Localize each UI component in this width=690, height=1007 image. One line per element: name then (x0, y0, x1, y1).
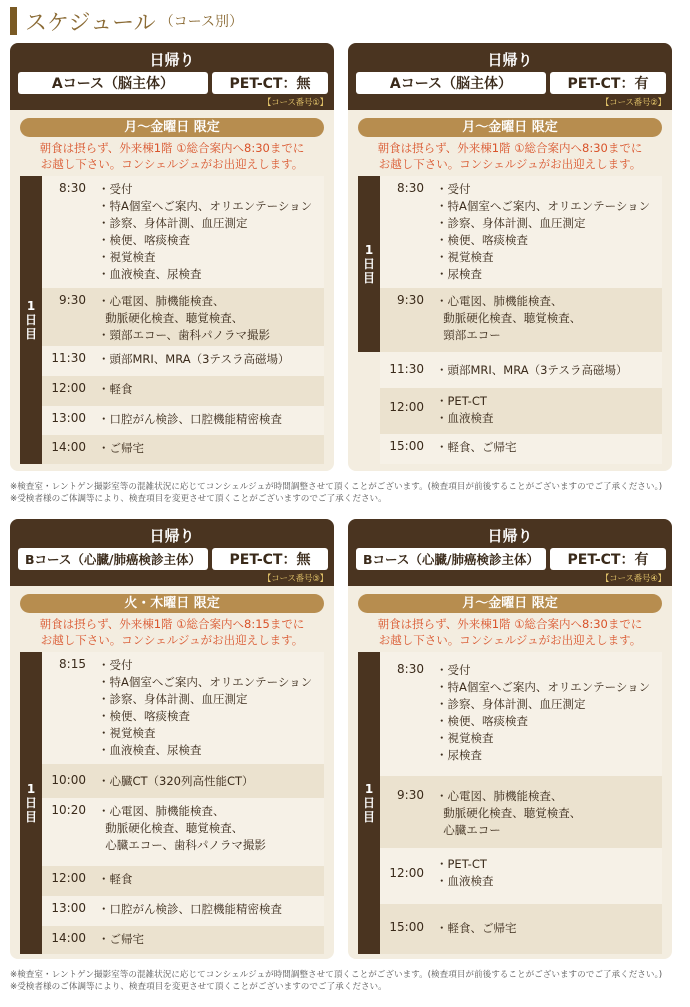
day-label-number: 1 (364, 782, 374, 796)
pet-ct-status: PET-CT：有 (550, 72, 666, 94)
schedule-table (20, 176, 324, 464)
notice (354, 140, 666, 172)
schedule-row (380, 352, 662, 388)
card-label: 日帰り (487, 51, 533, 69)
schedule-row (42, 896, 324, 926)
schedule-row (380, 388, 662, 434)
schedule-row (380, 288, 662, 352)
notice (16, 140, 328, 172)
day-label-char: 日 (362, 796, 375, 810)
day-label-number: 1 (364, 243, 374, 257)
day-label-number: 1 (26, 299, 36, 313)
row-items: ・軽食 (98, 872, 133, 886)
card-header (10, 43, 334, 110)
notice-line-1: 朝食は摂らず、外来棟1階 ①総合案内へ8:30までに (39, 141, 305, 155)
title-sub: （コース別） (159, 14, 243, 30)
row-time: 13:00 (51, 411, 86, 425)
row-time: 10:20 (51, 803, 86, 817)
footnotes-bottom (10, 969, 682, 993)
row-items: ・頭部MRI、MRA（3テスラ高磁場） (436, 363, 628, 377)
row-items: ・軽食、ご帰宅 (436, 440, 517, 454)
notice-line-1: 朝食は摂らず、外来棟1階 ①総合案内へ8:30までに (377, 141, 643, 155)
days-pill: 月～金曜日 限定 (358, 594, 662, 613)
row-items: ・心電図、肺機能検査、 動脈硬化検査、聴覚検査、 ・頸部エコー、歯科パノラマ撮影 (98, 294, 271, 342)
card-label: 日帰り (149, 527, 195, 545)
notice (354, 616, 666, 648)
day-label (20, 176, 42, 464)
course-name: Aコース（脳主体） (18, 72, 208, 94)
row-time: 14:00 (51, 931, 86, 945)
row-items: ・PET-CT ・血液検査 (436, 394, 494, 425)
schedule-table (20, 652, 324, 954)
row-time: 12:00 (51, 871, 86, 885)
schedule-row (380, 176, 662, 288)
row-items: ・受付 ・特A個室へご案内、オリエンテーション ・診察、身体計測、血圧測定 ・検便、喀痰検査 ・視覚検査 ・尿検査 (436, 663, 651, 762)
row-time: 13:00 (51, 901, 86, 915)
row-items: ・頭部MRI、MRA（3テスラ高磁場） (98, 352, 290, 366)
schedule-row (380, 652, 662, 776)
card-header (348, 43, 672, 110)
day-label-char: 目 (362, 810, 375, 824)
row-items: ・心電図、肺機能検査、 動脈硬化検査、聴覚検査、 頸部エコー (436, 294, 582, 342)
course-number: 【コース番号④】 (600, 574, 666, 584)
days-pill: 月～金曜日 限定 (358, 118, 662, 137)
row-items: ・軽食、ご帰宅 (436, 921, 517, 935)
schedule-row (42, 652, 324, 764)
pet-ct-status: PET-CT：有 (550, 548, 666, 570)
title-accent-bar (10, 7, 17, 35)
row-items: ・心電図、肺機能検査、 動脈硬化検査、聴覚検査、 心臓エコー、歯科パノラマ撮影 (98, 804, 266, 852)
schedule-row (42, 406, 324, 435)
row-time: 12:00 (51, 381, 86, 395)
days-pill: 月～金曜日 限定 (20, 118, 324, 137)
notice-line-1: 朝食は摂らず、外来棟1階 ①総合案内へ8:30までに (377, 617, 643, 631)
day-label (358, 176, 380, 352)
day-label-char: 日 (362, 257, 375, 271)
row-time: 8:30 (397, 662, 424, 676)
row-items: ・口腔がん検診、口腔機能精密検査 (98, 412, 282, 426)
schedule-row (42, 798, 324, 866)
row-time: 12:00 (389, 866, 424, 880)
schedule-row (42, 376, 324, 406)
row-time: 15:00 (389, 920, 424, 934)
course-number: 【コース番号③】 (262, 574, 328, 584)
row-time: 9:30 (397, 293, 424, 307)
row-items: ・受付 ・特A個室へご案内、オリエンテーション ・診察、身体計測、血圧測定 ・検便、喀痰検査 ・視覚検査 ・血液検査、尿検査 (98, 658, 313, 757)
row-time: 8:30 (397, 181, 424, 195)
schedule-row (42, 926, 324, 954)
schedule-row (380, 434, 662, 464)
card-header (10, 519, 334, 586)
notice-line-2: お越し下さい。コンシェルジュがお出迎えします。 (40, 633, 304, 647)
row-time: 8:15 (59, 657, 86, 671)
pet-ct-status: PET-CT：無 (212, 72, 328, 94)
notice-line-2: お越し下さい。コンシェルジュがお出迎えします。 (378, 633, 642, 647)
row-items: ・心臓CT（320列高性能CT） (98, 774, 254, 788)
schedule-card-4 (348, 519, 672, 959)
days-pill: 火・木曜日 限定 (20, 594, 324, 613)
footnote-line-1: ※検査室・レントゲン撮影室等の混雑状況に応じてコンシェルジュが時間調整させて頂くことがございます。(検査項目が前後することがございますのでご了承ください。) (10, 482, 663, 492)
notice-line-2: お越し下さい。コンシェルジュがお出迎えします。 (378, 157, 642, 171)
row-items: ・受付 ・特A個室へご案内、オリエンテーション ・診察、身体計測、血圧測定 ・検便、喀痰検査 ・視覚検査 ・尿検査 (436, 182, 651, 281)
notice (16, 616, 328, 648)
schedule-table (358, 176, 662, 464)
row-items: ・PET-CT ・血液検査 (436, 857, 494, 888)
day-label-char: 日 (24, 313, 37, 327)
schedule-table (358, 652, 662, 954)
day-label (20, 652, 42, 954)
schedule-card-2 (348, 43, 672, 471)
footnote-line-2: ※受検者様のご体調等により、検査項目を変更させて頂くことがございますのでご了承ください。 (10, 982, 387, 992)
card-label: 日帰り (149, 51, 195, 69)
row-time: 11:30 (389, 362, 424, 376)
course-name: Bコース（心臓/肺癌検診主体） (356, 548, 546, 570)
footnote-line-1: ※検査室・レントゲン撮影室等の混雑状況に応じてコンシェルジュが時間調整させて頂くことがございます。(検査項目が前後することがございますのでご了承ください。) (10, 970, 663, 980)
day-label-number: 1 (26, 782, 36, 796)
row-items: ・ご帰宅 (98, 932, 144, 946)
row-time: 9:30 (397, 788, 424, 802)
title-main: スケジュール (25, 10, 156, 36)
course-name: Bコース（心臓/肺癌検診主体） (18, 548, 208, 570)
notice-line-2: お越し下さい。コンシェルジュがお出迎えします。 (40, 157, 304, 171)
page-title (10, 6, 680, 36)
row-time: 14:00 (51, 440, 86, 454)
schedule-row (380, 776, 662, 848)
row-items: ・軽食 (98, 382, 133, 396)
schedule-row (42, 764, 324, 798)
course-number: 【コース番号①】 (262, 98, 328, 108)
schedule-card-1 (10, 43, 334, 471)
schedule-row (42, 346, 324, 376)
row-time: 8:30 (59, 181, 86, 195)
row-items: ・口腔がん検診、口腔機能精密検査 (98, 902, 282, 916)
row-items: ・心電図、肺機能検査、 動脈硬化検査、聴覚検査、 心臓エコー (436, 789, 582, 837)
day-label-char: 日 (24, 796, 37, 810)
pet-ct-status: PET-CT：無 (212, 548, 328, 570)
schedule-row (42, 288, 324, 346)
card-header (348, 519, 672, 586)
course-name: Aコース（脳主体） (356, 72, 546, 94)
row-time: 15:00 (389, 439, 424, 453)
schedule-row (42, 435, 324, 464)
footnote-line-2: ※受検者様のご体調等により、検査項目を変更させて頂くことがございますのでご了承ください。 (10, 494, 387, 504)
day-label-char: 目 (362, 271, 375, 285)
row-time: 10:00 (51, 773, 86, 787)
footnotes-top (10, 481, 682, 505)
schedule-row (42, 866, 324, 896)
row-time: 11:30 (51, 351, 86, 365)
row-time: 9:30 (59, 293, 86, 307)
day-label-char: 目 (24, 327, 37, 341)
notice-line-1: 朝食は摂らず、外来棟1階 ①総合案内へ8:15までに (39, 617, 305, 631)
schedule-card-3 (10, 519, 334, 959)
schedule-row (380, 848, 662, 904)
row-items: ・ご帰宅 (98, 441, 144, 455)
row-items: ・受付 ・特A個室へご案内、オリエンテーション ・診察、身体計測、血圧測定 ・検便、喀痰検査 ・視覚検査 ・血液検査、尿検査 (98, 182, 313, 281)
schedule-row (42, 176, 324, 288)
schedule-row (380, 904, 662, 954)
day-label-char: 目 (24, 810, 37, 824)
row-time: 12:00 (389, 400, 424, 414)
card-label: 日帰り (487, 527, 533, 545)
day-label (358, 652, 380, 954)
course-number: 【コース番号②】 (600, 98, 666, 108)
